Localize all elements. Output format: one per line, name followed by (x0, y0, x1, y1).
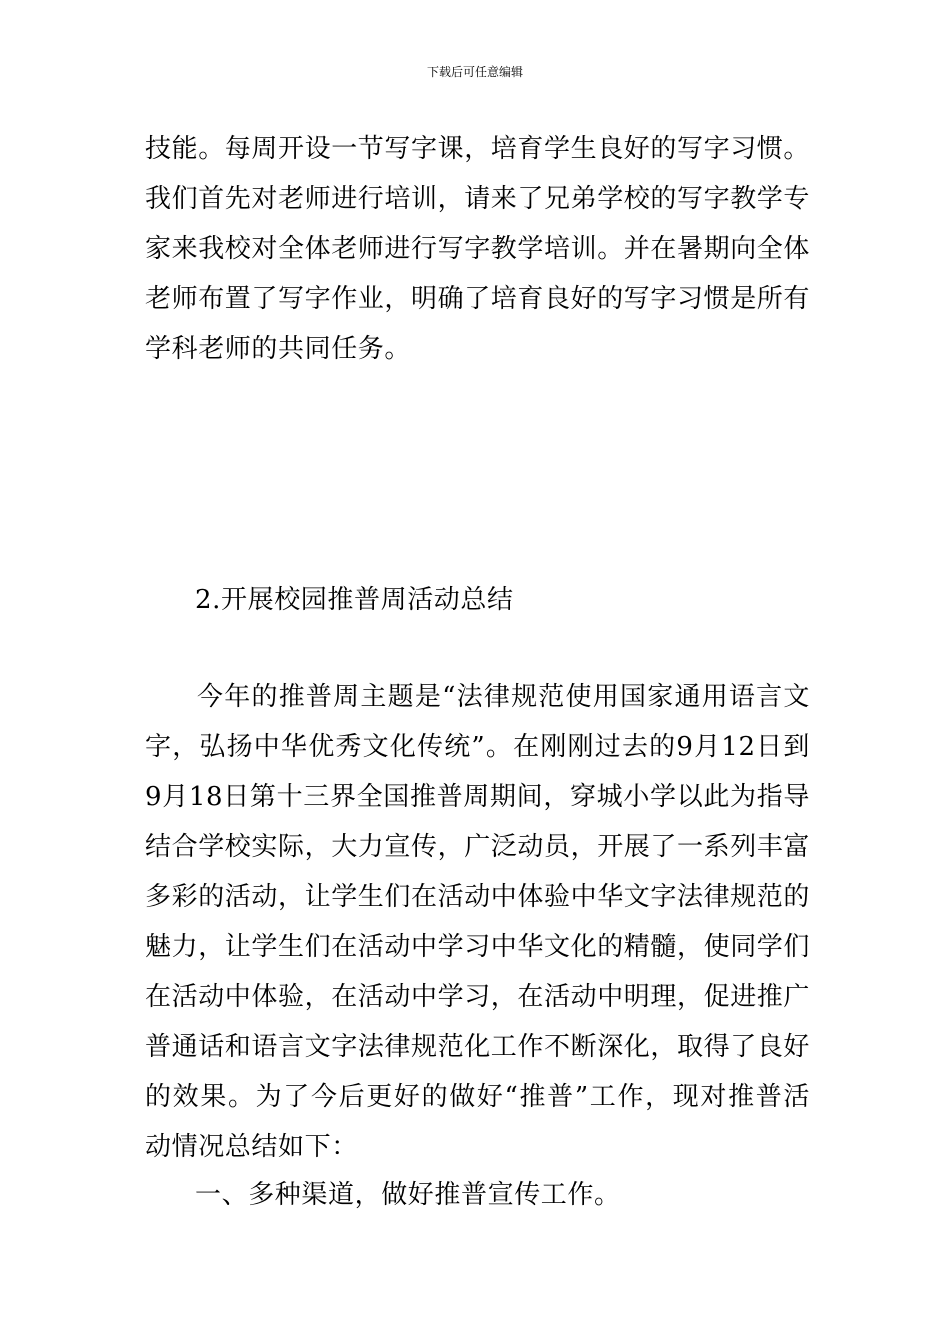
section-heading: 2.开展校园推普周活动总结 (195, 585, 514, 615)
sub-item-heading: 一、多种渠道，做好推普宣传工作。 (195, 1180, 621, 1210)
paragraph-putonghua-week: 今年的推普周主题是“法律规范使用国家通用语言文字，弘扬中华优秀文化传统”。在刚刚过去的9月12日到9月18日第十三界全国推普周期间，穿城小学以此为指导结合学校实际，大力宣传，广泛动员，开展了一系列丰富多彩的活动，让学生们在活动中体验中华文字法律规范的魅力，让学生们在活动中学习中华文化的精髓，使同学们在活动中体验，在活动中学习，在活动中明理，促进推广普通话和语言文字法律规范化工作不断深化，取得了良好的效果。为了今后更好的做好“推普”工作，现对推普活动情况总结如下： (145, 682, 811, 1162)
paragraph-writing-skills: 技能。每周开设一节写字课，培育学生良好的写字习惯。我们首先对老师进行培训，请来了兄弟学校的写字教学专家来我校对全体老师进行写字教学培训。并在暑期向全体老师布置了写字作业，明确了培育良好的写字习惯是所有学科老师的共同任务。 (145, 134, 811, 364)
page-header: 下载后可任意编辑 (426, 65, 523, 79)
